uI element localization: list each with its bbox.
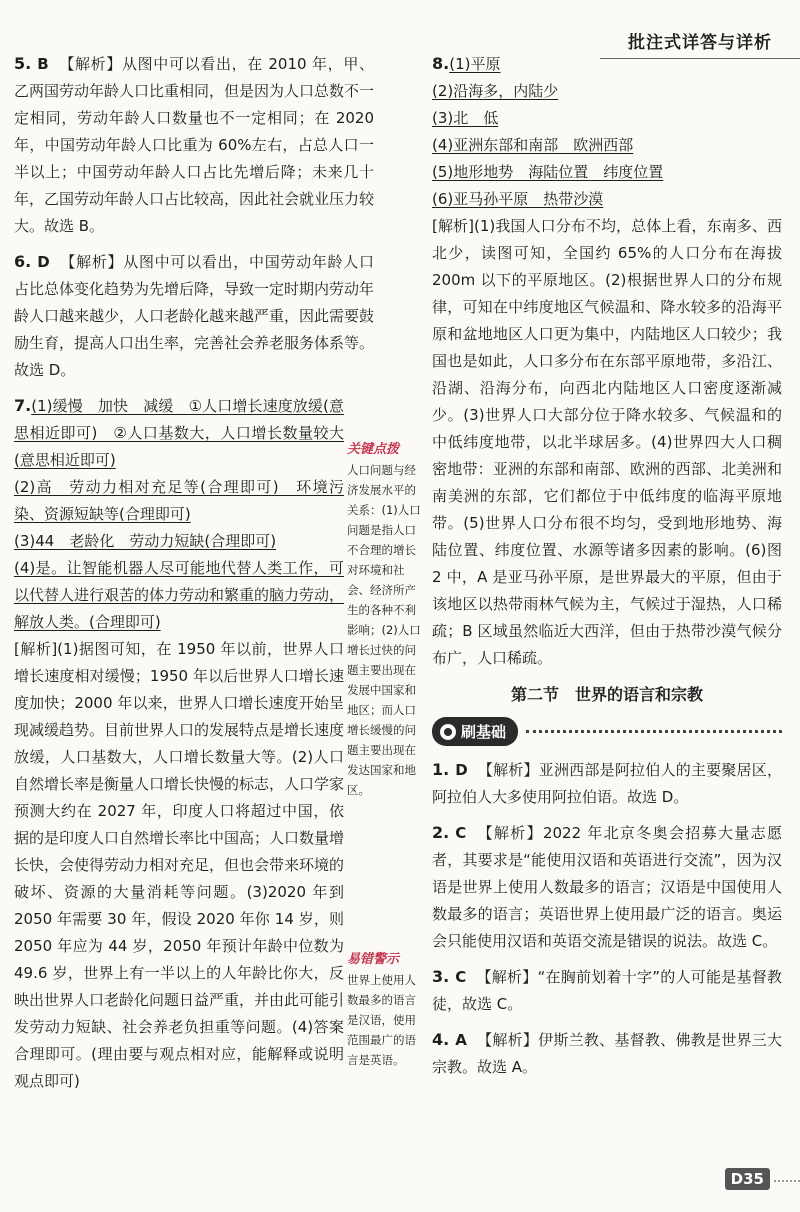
answer-line-6: (6)亚马孙平原 热带沙漠 xyxy=(432,190,604,208)
answer-line-1: (1)平原 xyxy=(449,55,501,73)
question-number: 3. xyxy=(432,967,450,986)
question-explanation: 【解析】2022 年北京冬奥会招募大量志愿者，其要求是“能使用汉语和英语进行交流”，因为汉语是世界上使用人数最多的语言；汉语是中国使用人数最多的语言；英语世界上使用最广泛的语言。奥运会只能使用汉语和英语交流是错误的说法。故选 C。 xyxy=(432,824,782,950)
pen-icon xyxy=(440,724,456,740)
basic-practice-bar xyxy=(432,717,782,746)
question-number: 2. xyxy=(432,823,450,842)
question-number: 7. xyxy=(14,396,32,415)
question-number: 6. xyxy=(14,252,32,271)
question-5 xyxy=(14,50,374,240)
question-number: 4. xyxy=(432,1030,450,1049)
left-column xyxy=(14,50,374,1095)
answer-line-3: (3)44 老龄化 劳动力短缺(合理即可) xyxy=(14,532,277,550)
question-explanation: 【解析】从图中可以看出，中国劳动年龄人口占比总体变化趋势为先增后降，导致一定时期内劳动年龄人口越来越少，人口老龄化越来越严重，因此需要鼓励生育，提高人口出生率，完善社会养老服务体系等。故选 D。 xyxy=(14,253,375,379)
basic-practice-label: 刷基础 xyxy=(461,723,507,741)
answer-line-4: (4)是。让智能机器人尽可能地代替人类工作，可以代替人进行艰苦的体力劳动和繁重的脑力劳动，解放人类。(合理即可) xyxy=(14,559,345,631)
question-number: 5. xyxy=(14,54,32,73)
answer-line-2: (2)高 劳动力相对充足等(合理即可) 环境污染、资源短缺等(合理即可) xyxy=(14,478,344,523)
question-7 xyxy=(14,392,344,1095)
warning-text: 世界上使用人数最多的语言是汉语，使用范围最广的语言是英语。 xyxy=(347,973,416,1067)
question-6 xyxy=(14,248,374,384)
question-explanation: 【解析】亚洲西部是阿拉伯人的主要聚居区，阿拉伯人大多使用阿拉伯语。故选 D。 xyxy=(432,761,782,806)
side-notes xyxy=(347,440,423,1082)
answer-option: D xyxy=(37,253,50,271)
question-number: 1. xyxy=(432,760,450,779)
warning-title: 易错警示 xyxy=(347,952,400,967)
question-analysis: [解析](1)据图可知，在 1950 年以前，世界人口增长速度相对缓慢；1950 年以后世界人口增长速度加快；2000 年以来，世界人口增长速度开始呈现减缓趋势。目前世界人口的发展特点是增长速度放缓，人口基数大，人口增长数量大等。(2)人口自然增长率是衡量人口增长快慢的标志，人口学家预测大约在 2027 年，印度人口将超过中国，依据的是印度人口自然增长率比中国高；人口数量增长快，会使得劳动力相对充足，但也会带来环境的破坏、资源的大量消耗等问题。(3)2020 年到 2050 年需要 30 年，假设 2020 年你 14 岁，则 2050 年应为 44 岁，2050 年预计年龄中位数为 49.6 岁，世界上有一半以上的人年龄比你大，反映出世界人口老龄化问题日益严重，并由此可能引发劳动力短缺、社会养老负担重等问题。(4)答案合理即可。(理由要与观点相对应，能解释或说明观点即可) xyxy=(14,640,345,1090)
key-point-note xyxy=(347,440,423,800)
question-1 xyxy=(432,756,782,811)
question-2 xyxy=(432,819,782,955)
question-4 xyxy=(432,1026,782,1081)
answer-line-1: (1)缓慢 加快 减缓 ①人口增长速度放缓(意思相近即可) ②人口基数大，人口增长数量较大(意思相近即可) xyxy=(14,397,344,469)
answer-option: B xyxy=(37,55,49,73)
answer-line-5: (5)地形地势 海陆位置 纬度位置 xyxy=(432,163,664,181)
question-explanation: 【解析】从图中可以看出，在 2010 年，甲、乙两国劳动年龄人口比重相同，但是因为人口总数不一定相同，劳动年龄人口数量也不一定相同；在 2020 年，中国劳动年龄人口比重为 60%左右，占总人口一半以上；中国劳动年龄人口占比先增后降；未来几十年，乙国劳动年龄人口占比较高，因此社会就业压力较大。故选 B。 xyxy=(14,55,375,235)
key-point-text: 人口问题与经济发展水平的关系：(1)人口问题是指人口不合理的增长对环境和社会、经济所产生的各种不利影响；(2)人口增长过快的问题主要出现在发展中国家和地区；而人口增长缓慢的问题主要出现在发达国家和地区。 xyxy=(347,463,421,797)
question-3 xyxy=(432,963,782,1018)
answer-line-4: (4)亚洲东部和南部 欧洲西部 xyxy=(432,136,634,154)
right-column xyxy=(432,50,782,1089)
page-edge-dots xyxy=(774,1180,800,1182)
answer-option: C xyxy=(455,968,467,986)
key-point-title: 关键点拨 xyxy=(347,442,400,457)
page-number: D35 xyxy=(725,1168,770,1190)
answer-line-3: (3)北 低 xyxy=(432,109,499,127)
dotted-divider xyxy=(526,730,782,733)
question-explanation: 【解析】“在胸前划着十字”的人可能是基督教徒，故选 C。 xyxy=(432,968,782,1013)
warning-note xyxy=(347,950,423,1070)
question-explanation: 【解析】伊斯兰教、基督教、佛教是世界三大宗教。故选 A。 xyxy=(432,1031,782,1076)
answer-option: A xyxy=(455,1031,467,1049)
answer-option: C xyxy=(455,824,467,842)
answer-option: D xyxy=(455,761,468,779)
question-number: 8. xyxy=(432,54,450,73)
answer-line-2: (2)沿海多，内陆少 xyxy=(432,82,559,100)
question-8 xyxy=(432,50,782,672)
section-title: 第二节 世界的语言和宗教 xyxy=(510,685,703,704)
page-header-title: 批注式详答与详析 xyxy=(628,33,772,53)
question-analysis: [解析](1)我国人口分布不均，总体上看，东南多、西北少，读图可知，全国约 65%的人口分布在海拔 200m 以下的平原地区。(2)根据世界人口的分布规律，可知在中纬度地区气候温和、降水较多的沿海平原和盆地地区人口更为集中，内陆地区人口较少；我国也是如此，人口多分布在东部平原地带，多沿江、沿湖、沿海分布，向西北内陆地区人口密度逐渐减少。(3)世界人口大部分位于降水较多、气候温和的中低纬度地带，以北半球居多。(4)世界四大人口稠密地带：亚洲的东部和南部、欧洲的西部、北美洲和南美洲的东部，它们都位于中低纬度的临海平原地带。(5)世界人口分布很不均匀，受到地形地势、海陆位置、纬度位置、水源等诸多因素的影响。(6)图 2 中，A 是亚马孙平原，是世界最大的平原，但由于该地区以热带雨林气候为主，气候过于湿热，人口稀疏；B 区域虽然临近大西洋，但由于热带沙漠气候分布广，人口稀疏。 xyxy=(432,217,782,667)
basic-practice-badge xyxy=(432,717,518,746)
